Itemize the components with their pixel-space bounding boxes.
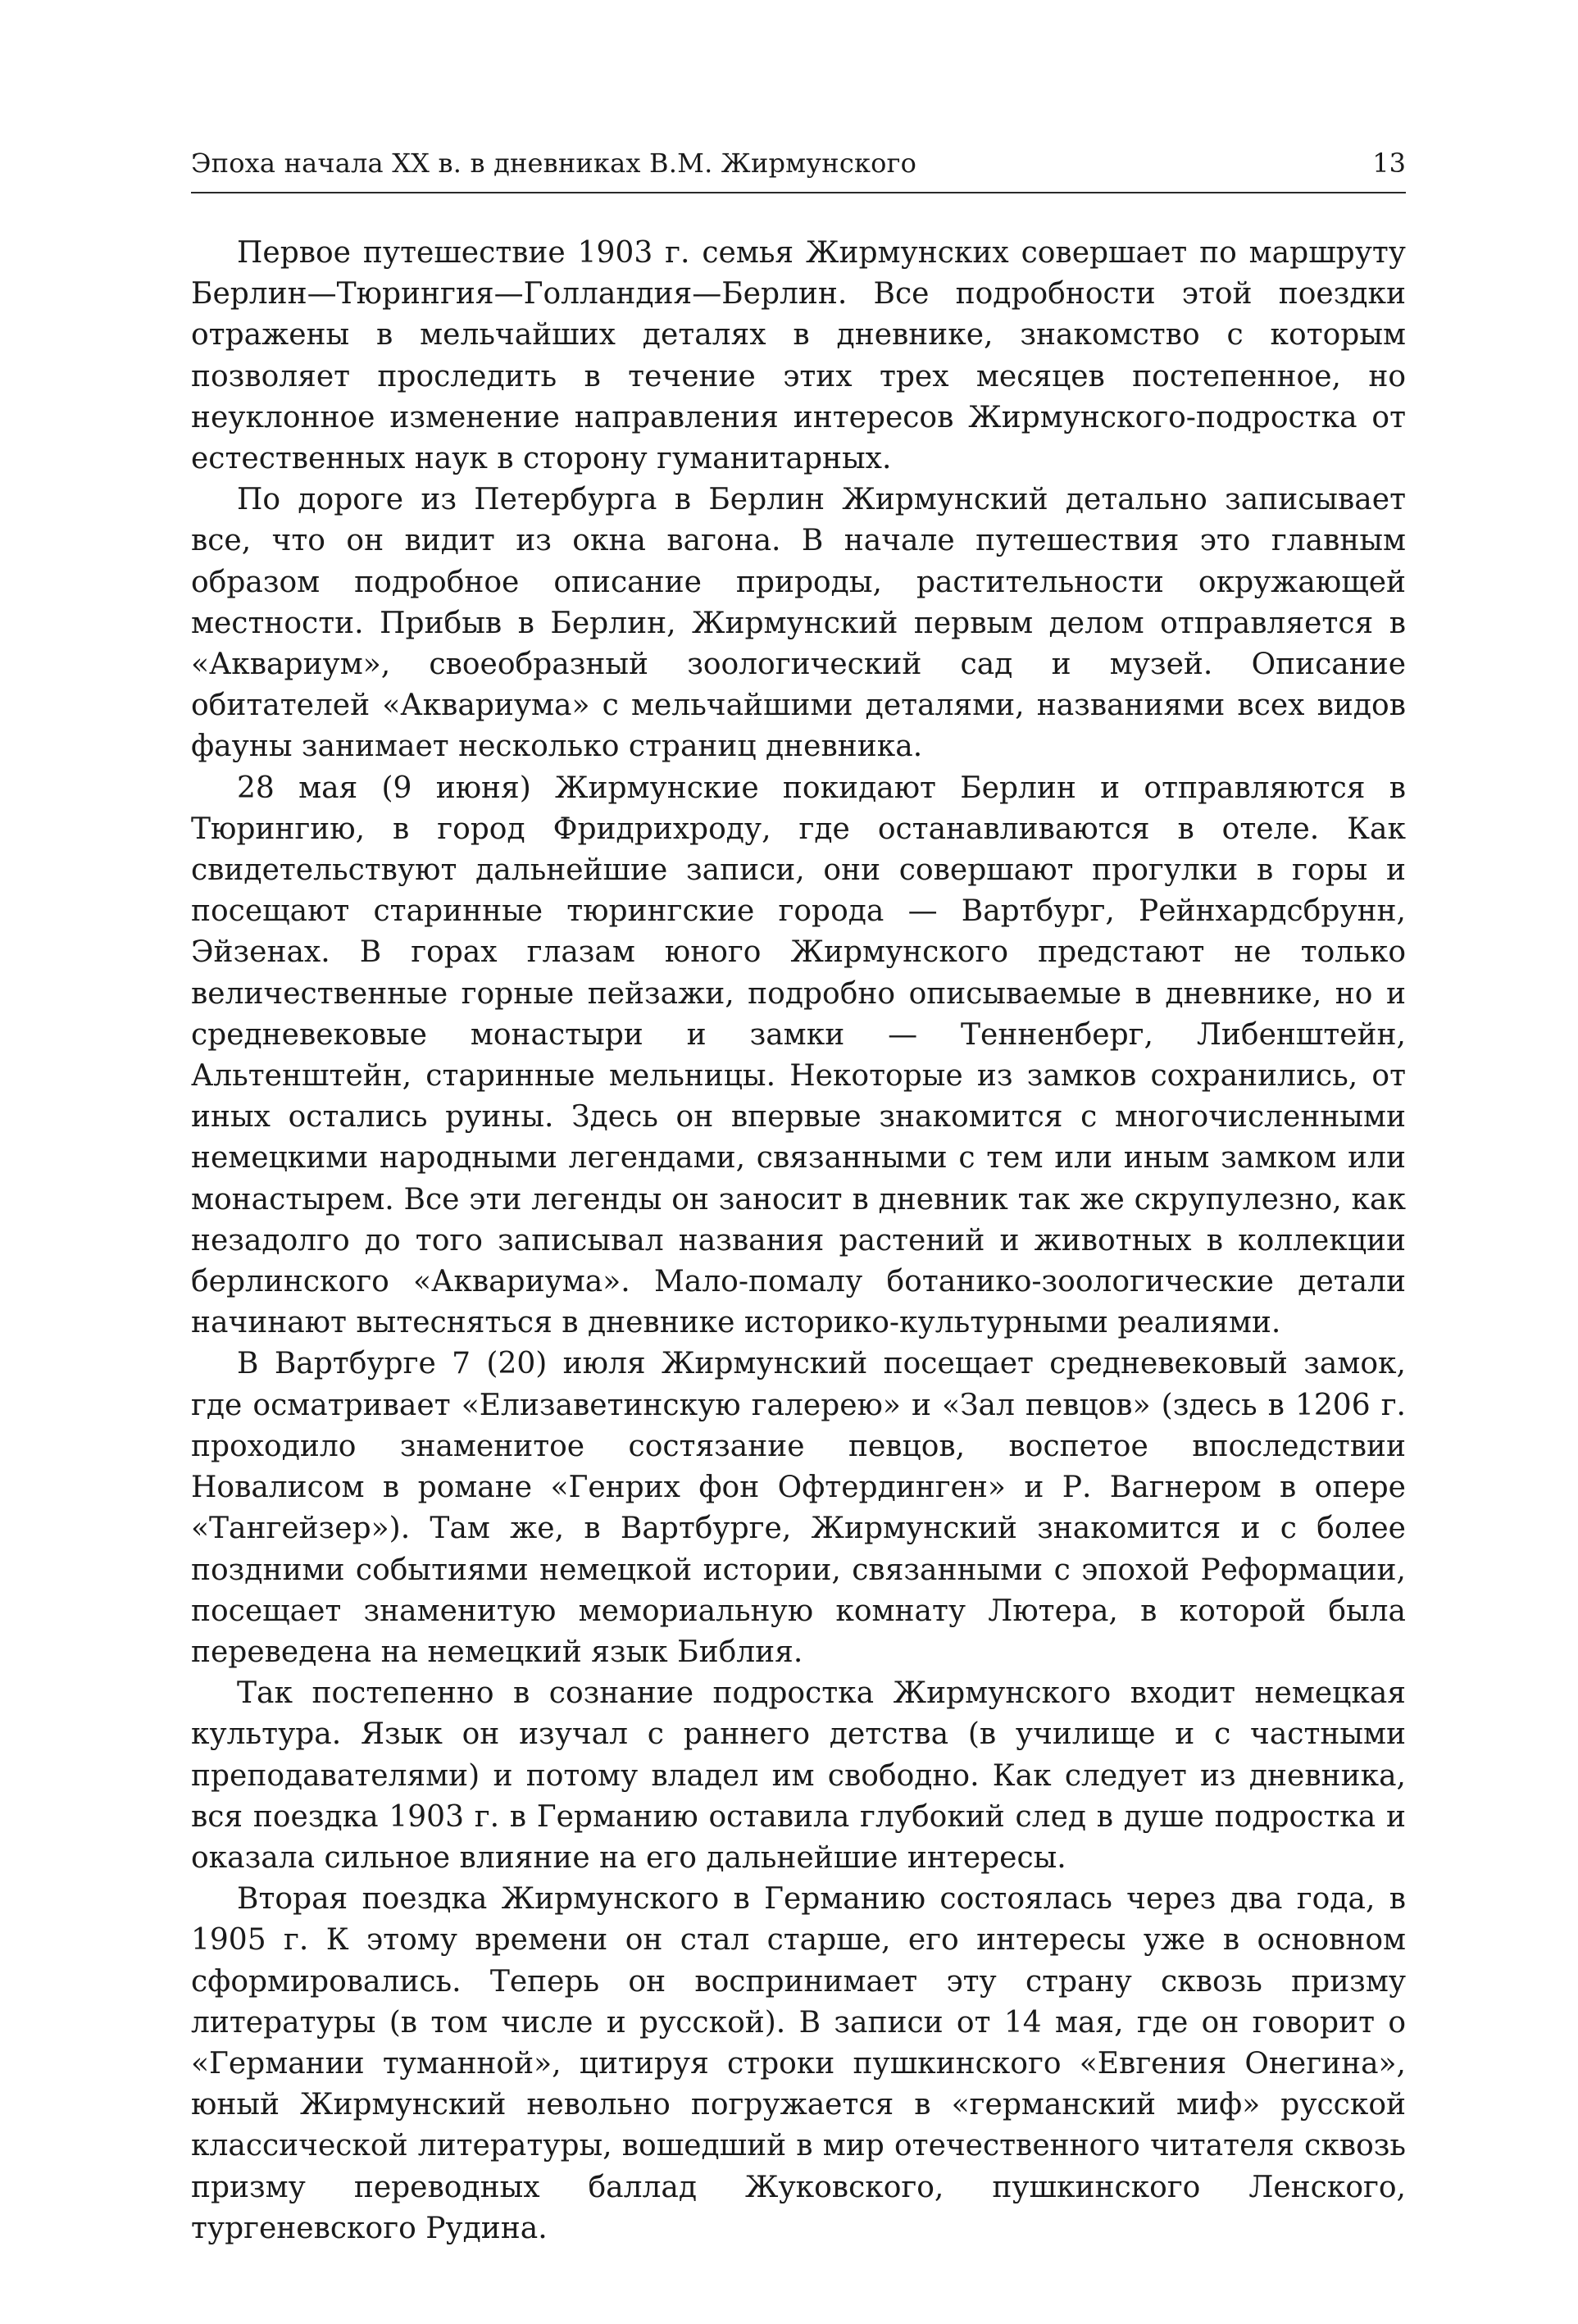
paragraph-1: Первое путешествие 1903 г. семья Жирмунских совершает по маршруту Берлин—Тюрингия—Голландия—Берлин. Все подробности этой поездки отражены в мельчайших деталях в дневнике, знакомство с которым позволяет проследить в течение этих трех месяцев постепенное, но неуклонное изменение направления интересов Жирмунского-подростка от естественных наук в сторону гуманитарных. bbox=[191, 236, 1406, 476]
paragraph-3: 28 мая (9 июня) Жирмунские покидают Берлин и отправляются в Тюрингию, в город Фридрихроду, где останавливаются в отеле. Как свидетельствуют дальнейшие записи, они совершают прогулки в горы и посещают старинные тюрингские города — Вартбург, Рейнхардсбрунн, Эйзенах. В горах глазам юного Жирмунского предстают не только величественные горные пейзажи, подробно описываемые в дневнике, но и средневековые монастыри и замки — Тенненберг, Либенштейн, Альтенштейн, старинные мельницы. Некоторые из замков сохранились, от иных остались руины. Здесь он впервые знакомится с многочисленными немецкими народными легендами, связанными с тем или иным замком или монастырем. Все эти легенды он заносит в дневник так же скрупулезно, как незадолго до того записывал названия растений и животных в коллекции берлинского «Аквариума». Мало-помалу ботанико-зоологические детали начинают вытесняться в дневнике историко-культурными реалиями. bbox=[191, 771, 1406, 1340]
paragraph-5: Так постепенно в сознание подростка Жирмунского входит немецкая культура. Язык он изучал с раннего детства (в училище и с частными преподавателями) и потому владел им свободно. Как следует из дневника, вся поездка 1903 г. в Германию оставила глубокий след в душе подростка и оказала сильное влияние на его дальнейшие интересы. bbox=[191, 1676, 1406, 1875]
paragraph-2: По дороге из Петербурга в Берлин Жирмунский детально записывает все, что он видит из окна вагона. В начале путешествия это главным образом подробное описание природы, растительности окружающей местности. Прибыв в Берлин, Жирмунский первым делом отправляется в «Аквариум», своеобразный зоологический сад и музей. Описание обитателей «Аквариума» с мельчайшими деталями, названиями всех видов фауны занимает несколько страниц дневника. bbox=[191, 483, 1406, 764]
running-header bbox=[191, 139, 1406, 193]
page-number: 13 bbox=[1372, 148, 1406, 179]
body-text bbox=[191, 233, 1406, 2249]
running-title: Эпоха начала XX в. в дневниках В.М. Жирмунского bbox=[191, 148, 917, 179]
paragraph-4: В Вартбурге 7 (20) июля Жирмунский посещает средневековый замок, где осматривает «Елизаветинскую галерею» и «Зал певцов» (здесь в 1206 г. проходило знаменитое состязание певцов, воспетое впоследствии Новалисом в романе «Генрих фон Офтердинген» и Р. Вагнером в опере «Тангейзер»). Там же, в Вартбурге, Жирмунский знакомится и с более поздними событиями немецкой истории, связанными с эпохой Реформации, посещает знаменитую мемориальную комнату Лютера, в которой была переведена на немецкий язык Библия. bbox=[191, 1347, 1406, 1669]
paragraph-6: Вторая поездка Жирмунского в Германию состоялась через два года, в 1905 г. К этому времени он стал старше, его интересы уже в основном сформировались. Теперь он воспринимает эту страну сквозь призму литературы (в том числе и русской). В записи от 14 мая, где он говорит о «Германии туманной», цитируя строки пушкинского «Евгения Онегина», юный Жирмунский невольно погружается в «германский миф» русской классической литературы, вошедший в мир отечественного читателя сквозь призму переводных баллад Жуковского, пушкинского Ленского, тургеневского Рудина. bbox=[191, 1882, 1406, 2245]
